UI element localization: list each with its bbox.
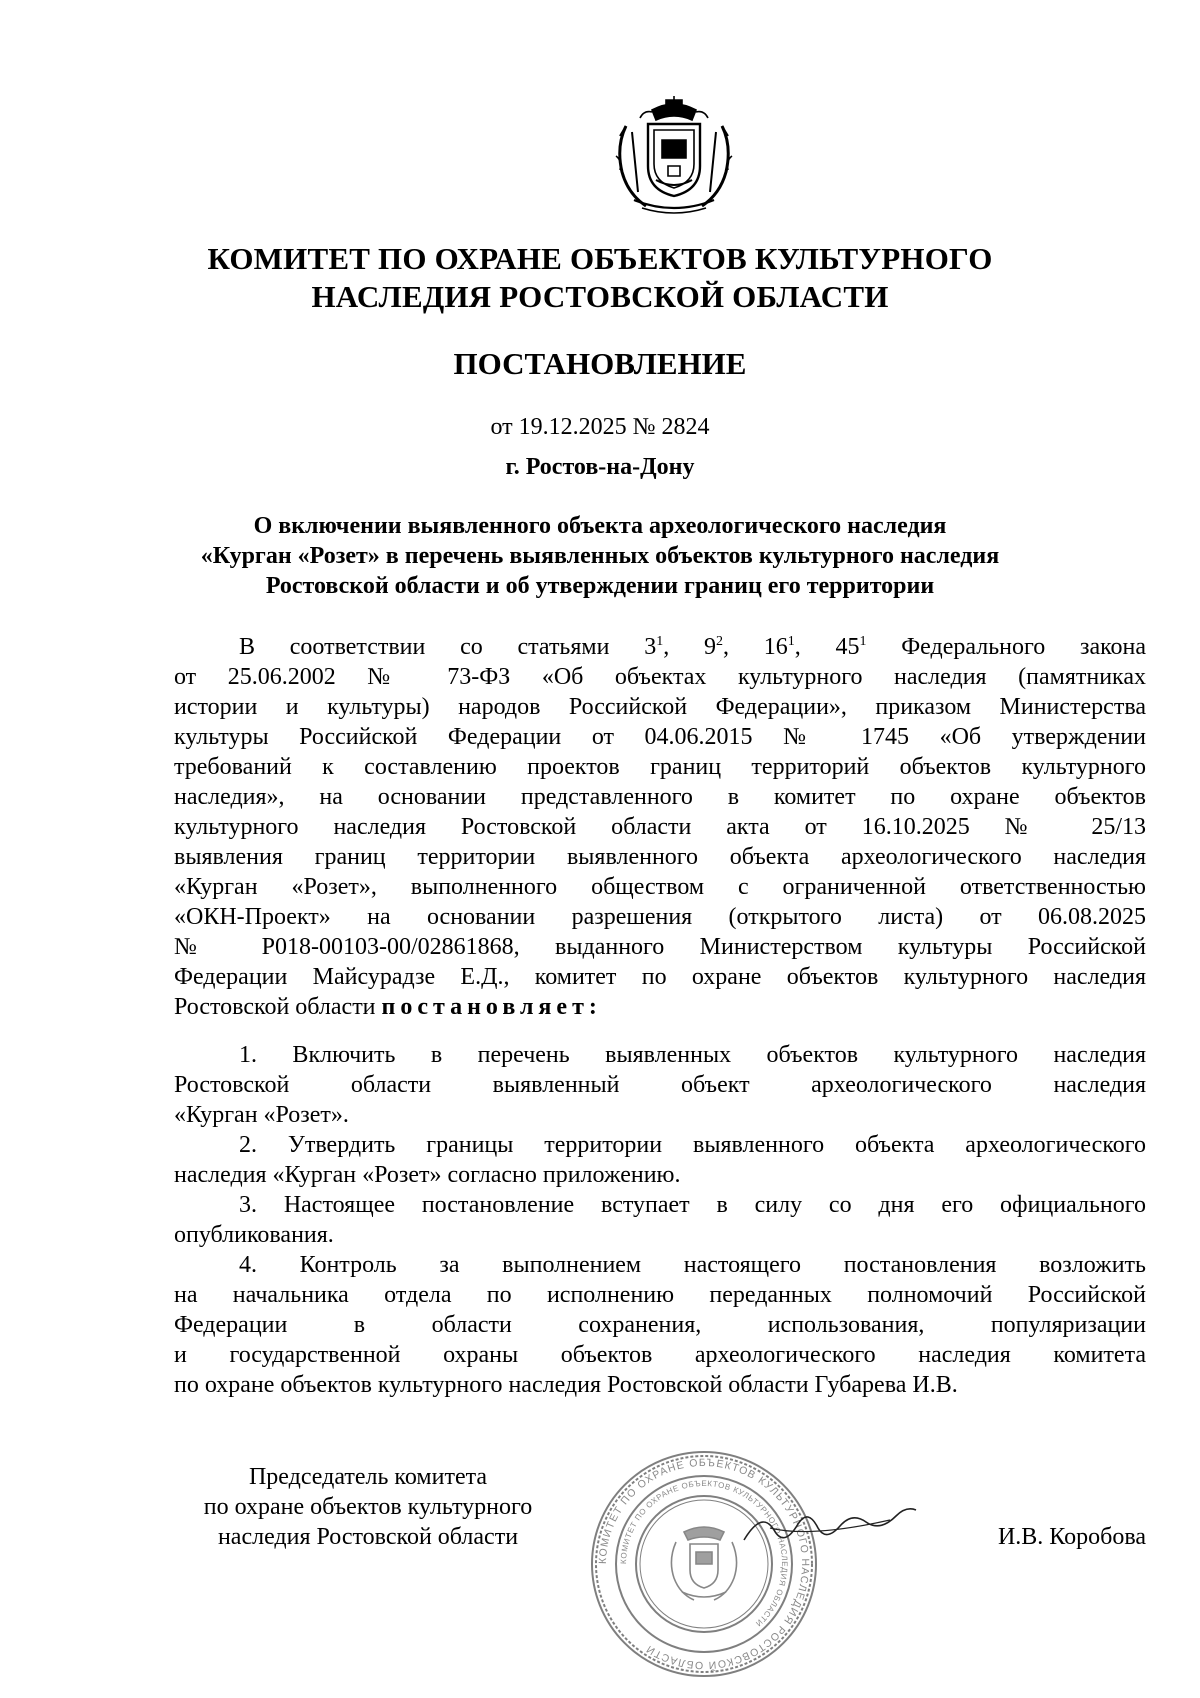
organization-name bbox=[0, 240, 1200, 316]
preamble-line: № Р018-00103-00/02861868, выданного Министерством культуры Российской bbox=[174, 934, 1146, 960]
item-4-line: Федерации в области сохранения, использования, популяризации bbox=[174, 1312, 1146, 1338]
item-3-line: 3. Настоящее постановление вступает в силу со дня его официального bbox=[239, 1192, 1146, 1218]
item-1-line: 1. Включить в перечень выявленных объектов культурного наследия bbox=[239, 1042, 1146, 1068]
preamble-line: культурного наследия Ростовской области акта от 16.10.2025 № 25/13 bbox=[174, 814, 1146, 840]
resolves-keyword: постановляет: bbox=[381, 994, 602, 1020]
city: г. Ростов-на-Дону bbox=[505, 454, 695, 480]
stamp-outer-text: КОМИТЕТ ПО ОХРАНЕ ОБЪЕКТОВ КУЛЬТУРНОГО НАСЛЕДИЯ РОСТОВСКОЙ ОБЛАСТИ bbox=[596, 1456, 812, 1672]
signer-title-line-2: по охране объектов культурного bbox=[203, 1494, 533, 1520]
resolution-items bbox=[174, 1040, 1146, 1400]
item-2-line: 2. Утвердить границы территории выявленного объекта археологического bbox=[239, 1132, 1146, 1158]
preamble-line: выявления границ территории выявленного объекта археологического наследия bbox=[174, 844, 1146, 870]
handwritten-signature-icon bbox=[740, 1500, 920, 1560]
preamble-line: требований к составлению проектов границ территорий объектов культурного bbox=[174, 754, 1146, 780]
item-4-line: 4. Контроль за выполнением настоящего постановления возложить bbox=[239, 1252, 1146, 1278]
preamble-line: истории и культуры) народов Российской Федерации», приказом Министерства bbox=[174, 694, 1146, 720]
item-2-line: наследия «Курган «Розет» согласно приложению. bbox=[174, 1162, 681, 1188]
preamble-line-1: В соответствии со статьями $3^1$, $9^2$, $16^1$, $45^1$ Федерального закона bbox=[239, 634, 1147, 660]
preamble-line: от 25.06.2002 № 73-ФЗ «Об объектах культурного наследия (памятниках bbox=[174, 664, 1146, 690]
preamble-line: Федерации Майсурадзе Е.Д., комитет по охране объектов культурного наследия bbox=[174, 964, 1146, 990]
signer-name: И.В. Коробова bbox=[997, 1524, 1146, 1550]
preamble-line: «Курган «Розет», выполненного обществом с ограниченной ответственностью bbox=[174, 874, 1146, 900]
preamble-line: культуры Российской Федерации от 04.06.2015 № 1745 «Об утверждении bbox=[174, 724, 1146, 750]
preamble-line-final: Ростовской области постановляет: bbox=[174, 994, 602, 1020]
subject-line-2: «Курган «Розет» в перечень выявленных объектов культурного наследия bbox=[200, 543, 1000, 569]
stamp-inner-text: КОМИТЕТ ПО ОХРАНЕ ОБЪЕКТОВ КУЛЬТУРНОГО НАСЛЕДИЯ ОБЛАСТИ bbox=[618, 1478, 790, 1629]
signer-title-line-3: наследия Ростовской области bbox=[217, 1524, 519, 1550]
official-seal-stamp-icon bbox=[588, 1448, 820, 1680]
preamble-line: наследия», на основании представленного в комитет по охране объектов bbox=[174, 784, 1146, 810]
preamble-paragraph bbox=[174, 632, 1146, 1022]
item-1-line: Ростовской области выявленный объект археологического наследия bbox=[174, 1072, 1146, 1098]
coat-of-arms-emblem-icon bbox=[612, 96, 736, 218]
item-4-line: на начальника отдела по исполнению переданных полномочий Российской bbox=[174, 1282, 1146, 1308]
org-line-2: НАСЛЕДИЯ РОСТОВСКОЙ ОБЛАСТИ bbox=[311, 279, 889, 314]
org-line-1: КОМИТЕТ ПО ОХРАНЕ ОБЪЕКТОВ КУЛЬТУРНОГО bbox=[207, 241, 993, 276]
item-4-line: по охране объектов культурного наследия Ростовской области Губарева И.В. bbox=[174, 1372, 958, 1398]
item-3-line: опубликования. bbox=[174, 1222, 334, 1248]
signer-title-line-1: Председатель комитета bbox=[248, 1464, 488, 1490]
signer-title bbox=[158, 1462, 578, 1552]
date-and-number: от 19.12.2025 № 2824 bbox=[490, 414, 710, 440]
subject-line-1: О включении выявленного объекта археологического наследия bbox=[253, 513, 947, 539]
document-subject bbox=[0, 511, 1200, 601]
item-1-line: «Курган «Розет». bbox=[174, 1102, 349, 1128]
preamble-line: «ОКН-Проект» на основании разрешения (открытого листа) от 06.08.2025 bbox=[174, 904, 1146, 930]
document-type: ПОСТАНОВЛЕНИЕ bbox=[453, 346, 747, 381]
subject-line-3: Ростовской области и об утверждении границ его территории bbox=[265, 573, 935, 599]
item-4-line: и государственной охраны объектов археологического наследия комитета bbox=[174, 1342, 1146, 1368]
